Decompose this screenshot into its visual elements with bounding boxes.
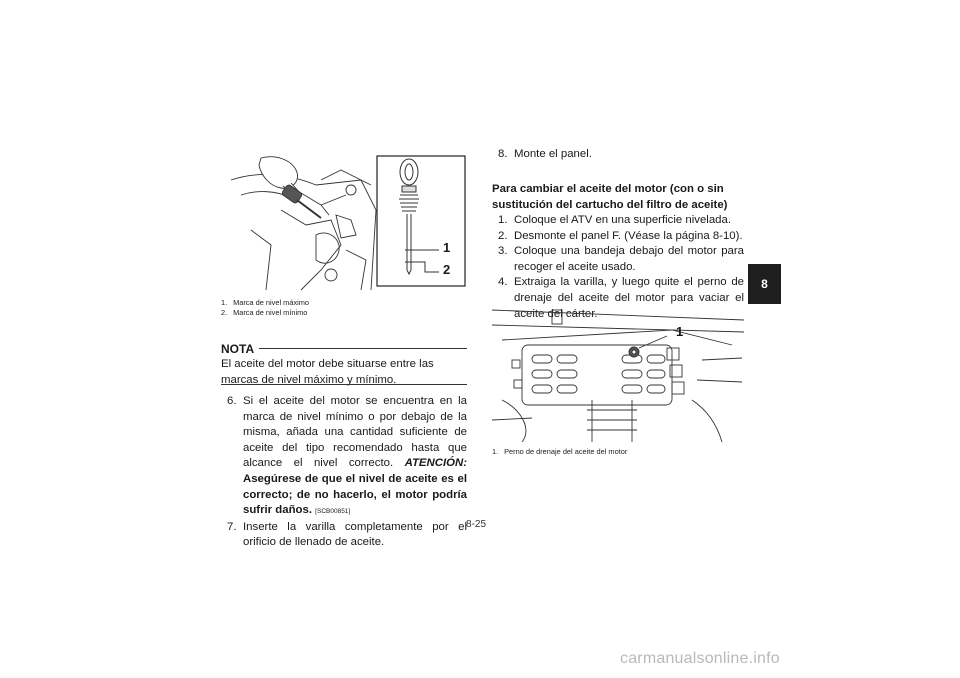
step-number: 4. <box>498 276 508 289</box>
step-text: Coloque el ATV en una superficie nivelada. <box>514 214 731 226</box>
underside-drawing <box>492 300 744 442</box>
step-number: 1. <box>498 214 508 226</box>
watermark: carmanualsonline.info <box>620 650 780 667</box>
step-text: Inserte la varilla completamente por el orificio de llenado de aceite. <box>243 520 467 549</box>
step-text: Si el aceite del motor se encuentra en la marca de nivel mínimo o por debajo de la misma, añada una cantidad suficiente de aceite del tipo recomendado hasta que alcance el nivel correcto. <box>243 395 467 470</box>
list-item <box>221 394 467 520</box>
nota-label: NOTA <box>221 342 255 356</box>
caption-text: Marca de nivel mínimo <box>233 308 308 317</box>
list-item <box>221 520 467 551</box>
nota-text: El aceite del motor debe situarse entre las marcas de nivel máximo y mínimo. <box>221 358 434 386</box>
caution-text: Asegúrese de que el nivel de aceite es el correcto; de no hacerlo, el motor podría sufrir daños. <box>243 472 467 517</box>
step-number: 6. <box>227 395 237 407</box>
drain-bolt-illustration <box>492 300 744 442</box>
list-item <box>492 244 744 275</box>
page-number: 8-25 <box>466 519 487 530</box>
caption-line <box>221 298 309 308</box>
callout-2: 2 <box>443 262 451 277</box>
nota-end-rule <box>221 384 467 385</box>
dipstick-drawing <box>221 150 467 292</box>
caption-number: 2. <box>221 308 228 317</box>
nota-rule <box>259 348 467 349</box>
caption-text: Marca de nivel máximo <box>233 298 310 307</box>
step-number: 7. <box>227 520 237 533</box>
caution-label: ATENCIÓN: <box>404 457 467 470</box>
list-item <box>492 229 744 245</box>
caption-number: 1. <box>221 298 228 307</box>
figure1-caption <box>221 298 309 318</box>
step-text: Coloque una bandeja debajo del motor para recoger el aceite usado. <box>514 245 744 273</box>
step-text: Desmonte el panel F. (Véase la página 8-10). <box>514 229 743 242</box>
section-heading: Para cambiar el aceite del motor (con o sin sustitución del cartucho del filtro de aceite) <box>492 183 728 211</box>
caption-text: Perno de drenaje del aceite del motor <box>504 447 628 456</box>
steps-left <box>221 394 467 551</box>
step-number: 2. <box>498 229 508 242</box>
step-text: Monte el panel. <box>514 148 592 160</box>
caution-code: [SCB00851] <box>315 508 351 516</box>
list-item <box>492 213 744 229</box>
list-item <box>492 147 744 163</box>
step-number: 3. <box>498 245 508 258</box>
caption-line <box>221 308 309 318</box>
dipstick-illustration <box>221 150 467 292</box>
chapter-tab: 8 <box>748 264 781 304</box>
callout-1: 1 <box>676 324 684 339</box>
step-text: Extraiga la varilla, y luego quite el perno de drenaje del aceite del motor para vaciar el aceite del cárter. <box>514 276 744 320</box>
step-8 <box>492 147 744 163</box>
caption-number: 1. <box>492 447 499 456</box>
nota-header <box>221 342 467 356</box>
figure2-caption <box>492 447 627 457</box>
callout-1: 1 <box>443 240 451 255</box>
step-number: 8. <box>498 148 508 160</box>
